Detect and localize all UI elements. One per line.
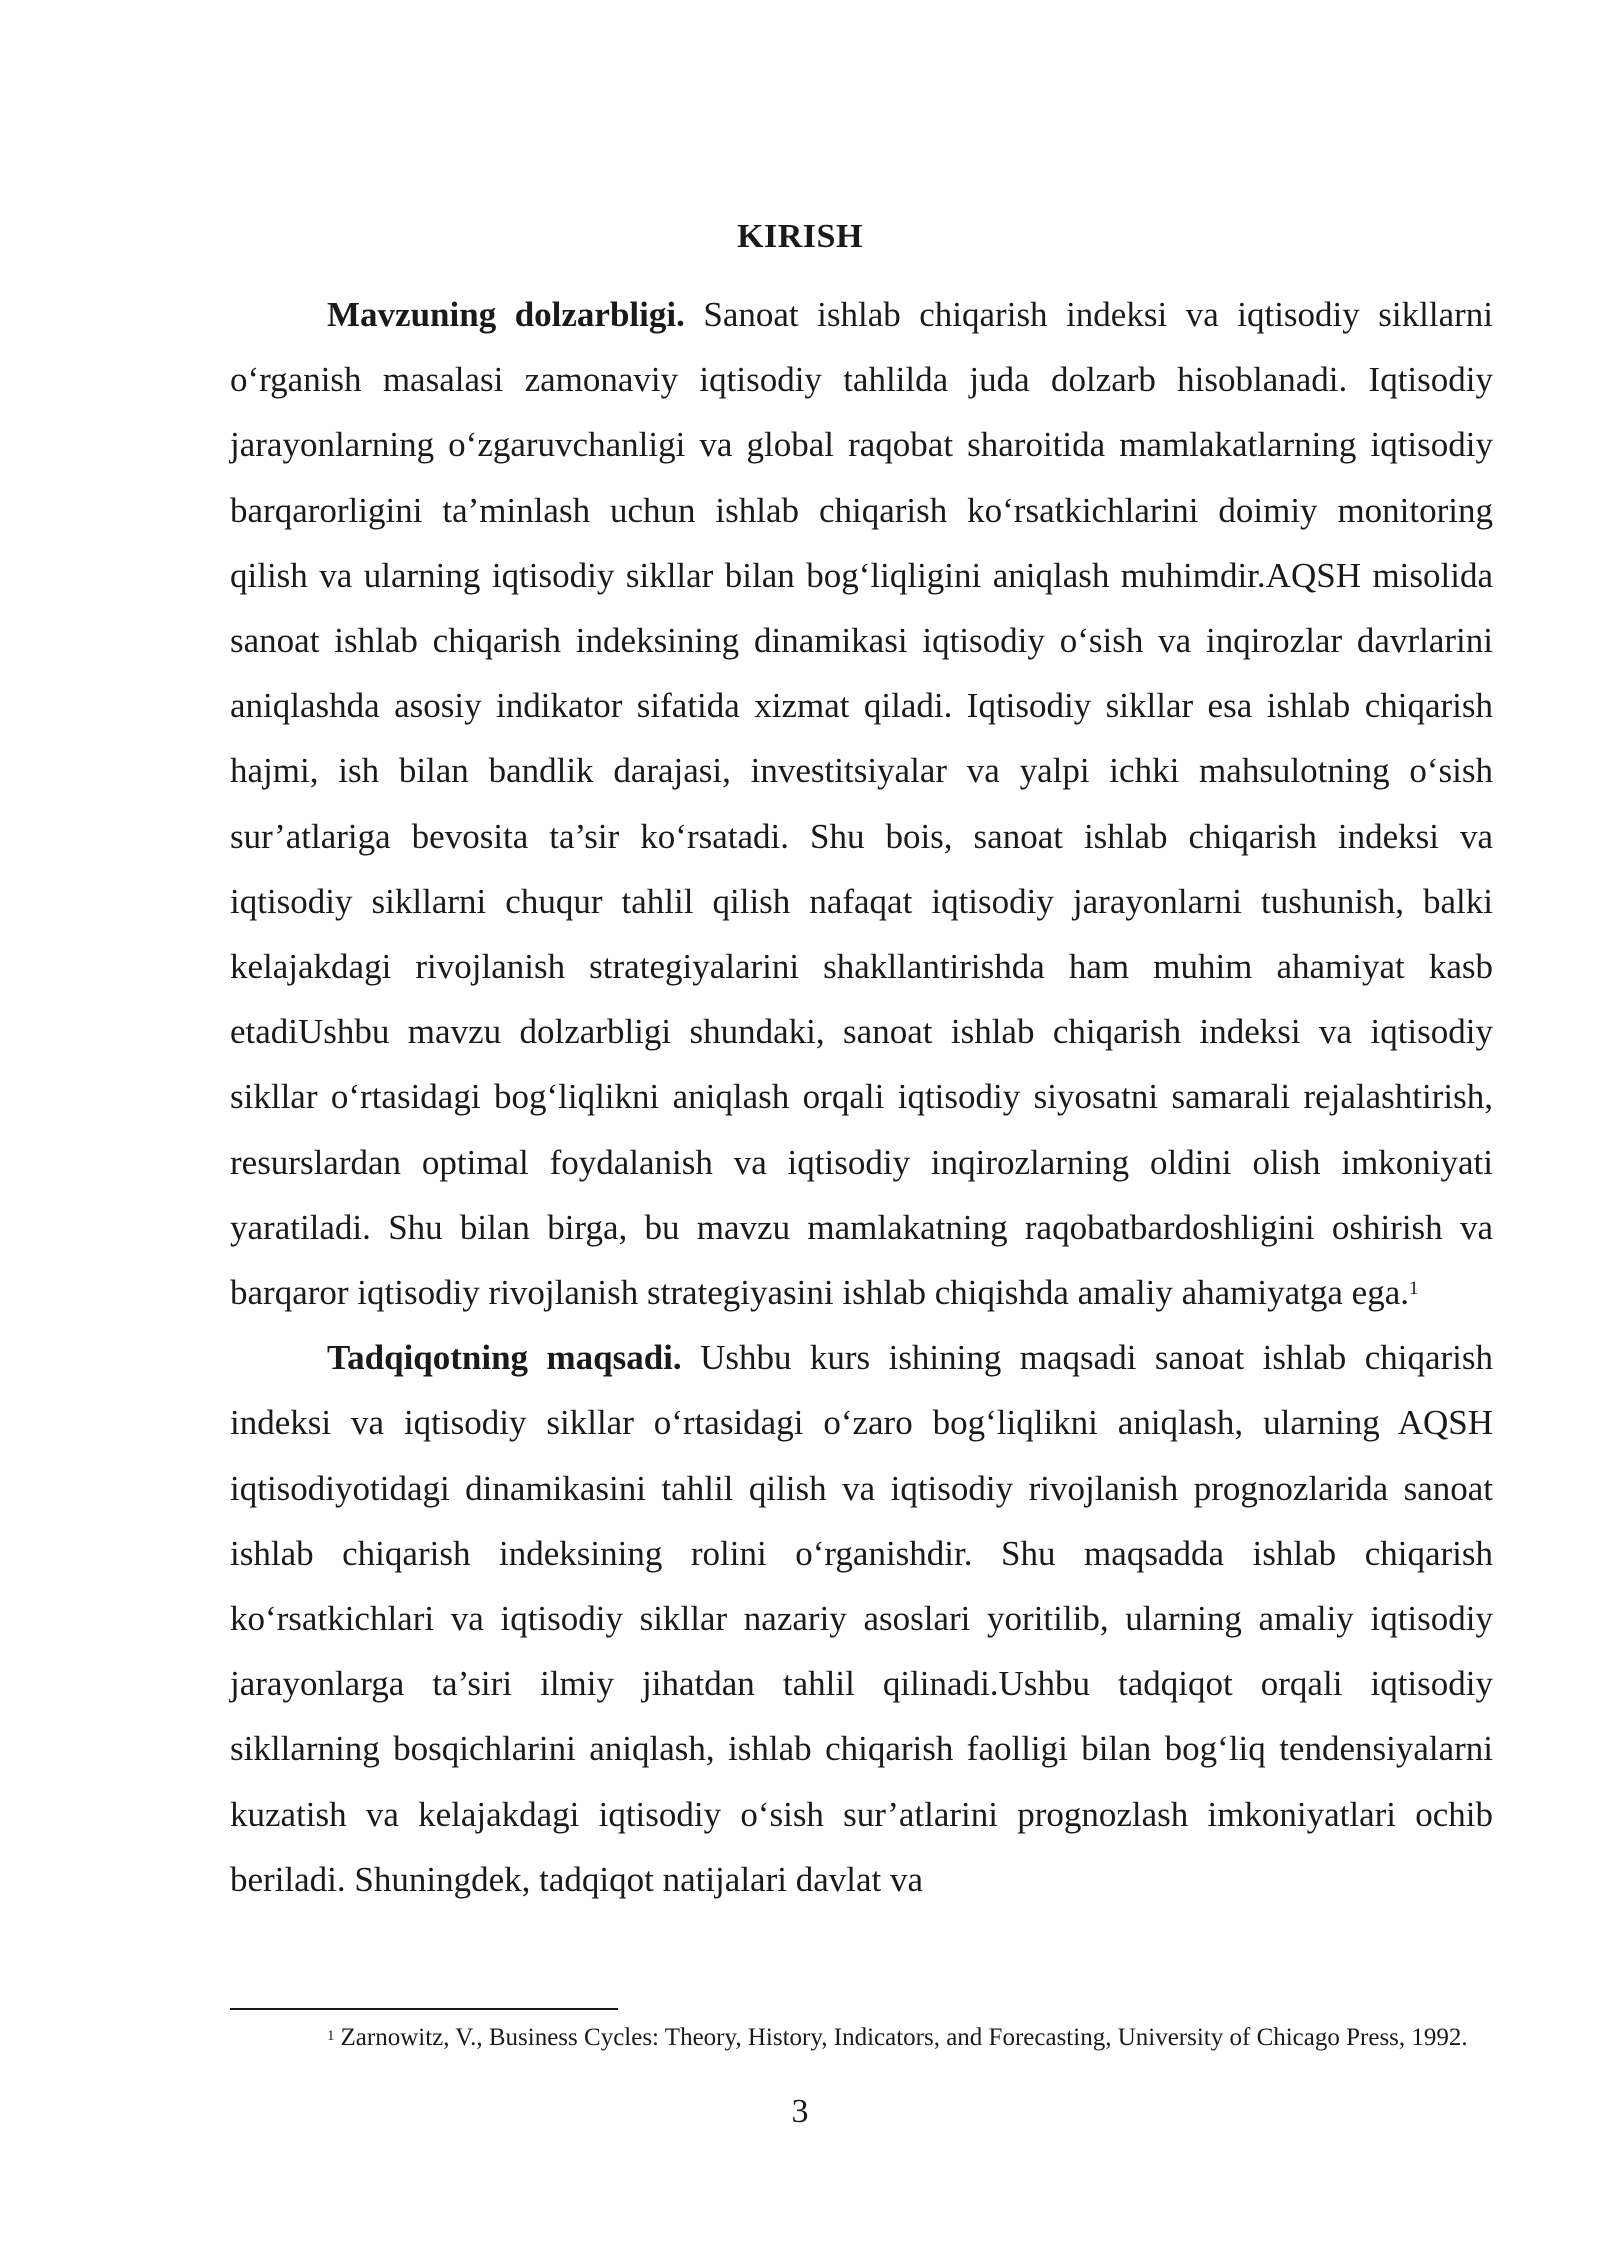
footnote-separator	[230, 2008, 618, 2010]
page-number: 3	[791, 2093, 809, 2130]
footnote-reference[interactable]: 1	[1409, 1278, 1419, 1300]
footnote-number: 1	[327, 2028, 335, 2044]
paragraph-goal	[230, 1325, 1493, 1912]
footnote	[230, 2022, 1493, 2054]
paragraph-relevance	[230, 282, 1493, 1325]
paragraph-heading: Tadqiqotning maqsadi.	[327, 1338, 682, 1378]
page-title: KIRISH	[737, 218, 863, 255]
paragraph-heading: Mavzuning dolzarbligi.	[327, 295, 685, 334]
body-text	[230, 282, 1493, 1912]
paragraph-body: Sanoat ishlab chiqarish indeksi va iqtisodiy sikllarni o‘rganish masalasi zamonaviy iqtisodiy tahlilda juda dolzarb hisoblanadi. Iqtisodiy jarayonlarning o‘zgaruvchanligi va global raqobat sharoitida mamlakatlarning iqtisodiy barqarorligini ta’minlash uchun ishlab chiqarish ko‘rsatkichlarini doimiy monitoring qilish va ularning iqtisodiy sikllar bilan bog‘liqligini aniqlash muhimdir.AQSH misolida sanoat ishlab chiqarish indeksining dinamikasi iqtisodiy o‘sish va inqirozlar davrlarini aniqlashda asosiy indikator sifatida xizmat qiladi. Iqtisodiy sikllar esa ishlab chiqarish hajmi, ish bilan bandlik darajasi, investitsiyalar va yalpi ichki mahsulotning o‘sish sur’atlariga bevosita ta’sir ko‘rsatadi. Shu bois, sanoat ishlab chiqarish indeksi va iqtisodiy sikllarni chuqur tahlil qilish nafaqat iqtisodiy jarayonlarni tushunish, balki kelajakdagi rivojlanish strategiyalarini shakllantirishda ham muhim ahamiyat kasb etadiUshbu mavzu dolzarbligi shundaki, sanoat ishlab chiqarish indeksi va iqtisodiy sikllar o‘rtasidagi bog‘liqlikni aniqlash orqali iqtisodiy siyosatni samarali rejalashtirish, resurslardan optimal foydalanish va iqtisodiy inqirozlarning oldini olish imkoniyati yaratiladi. Shu bilan birga, bu mavzu mamlakatning raqobatbardoshligini oshirish va barqaror iqtisodiy rivojlanish strategiyasini ishlab chiqishda amaliy ahamiyatga ega.	[230, 295, 1493, 1313]
paragraph-body: Ushbu kurs ishining maqsadi sanoat ishlab chiqarish indeksi va iqtisodiy sikllar o‘rtasidagi o‘zaro bog‘liqlikni aniqlash, ularning AQSH iqtisodiyotidagi dinamikasini tahlil qilish va iqtisodiy rivojlanish prognozlarida sanoat ishlab chiqarish indeksining rolini o‘rganishdir. Shu maqsadda ishlab chiqarish ko‘rsatkichlari va iqtisodiy sikllar nazariy asoslari yoritilib, ularning amaliy iqtisodiy jarayonlarga ta’siri ilmiy jihatdan tahlil qilinadi.Ushbu tadqiqot orqali iqtisodiy sikllarning bosqichlarini aniqlash, ishlab chiqarish faolligi bilan bog‘liq tendensiyalarni kuzatish va kelajakdagi iqtisodiy o‘sish sur’atlarini prognozlash imkoniyatlari ochib beriladi. Shuningdek, tadqiqot natijalari davlat va	[230, 1338, 1493, 1899]
footnote-text: Zarnowitz, V., Business Cycles: Theory, History, Indicators, and Forecasting, University of Chicago Press, 1992.	[340, 2024, 1468, 2051]
